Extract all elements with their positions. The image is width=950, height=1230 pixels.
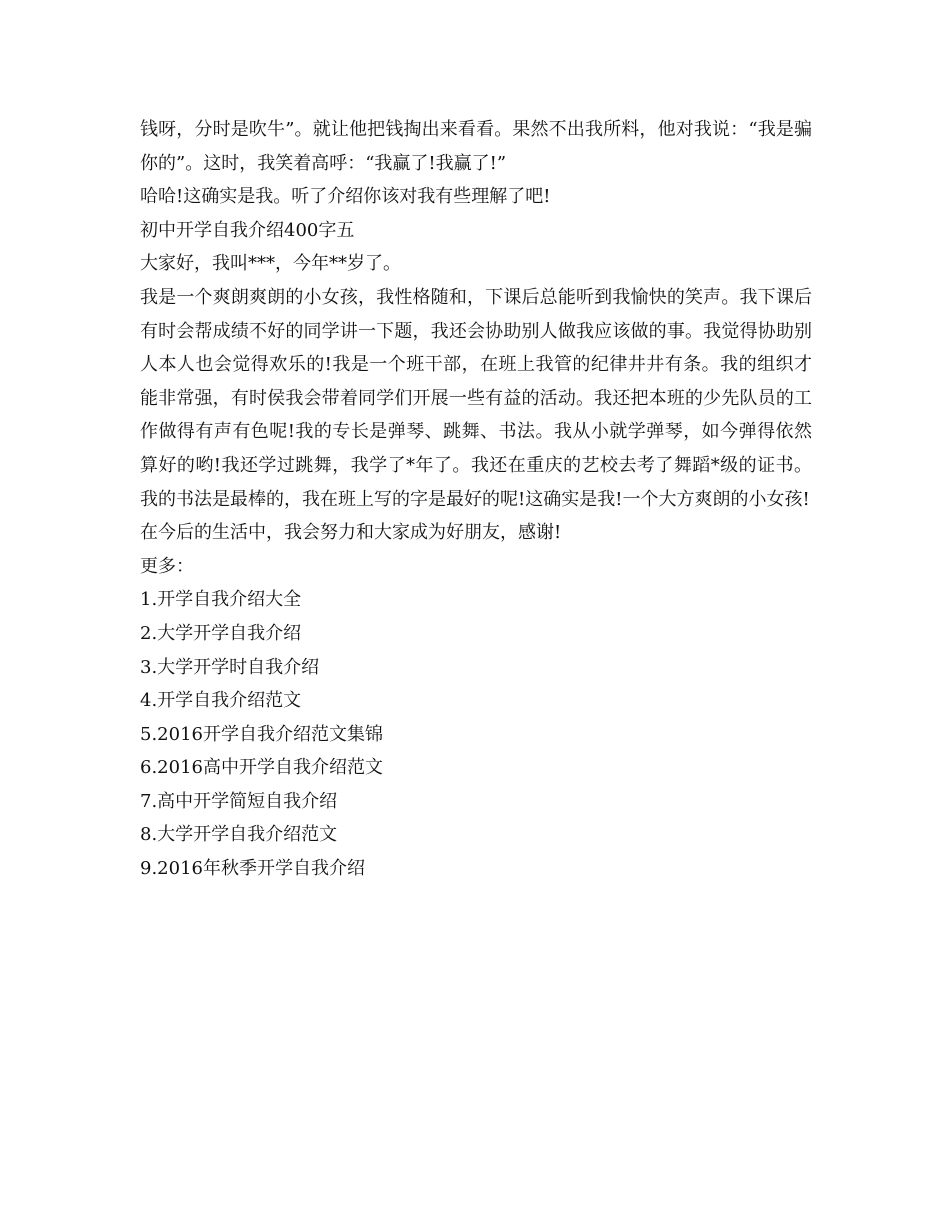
- paragraph-greeting: 大家好，我叫***，今年**岁了。: [140, 253, 401, 275]
- more-link-item[interactable]: 6.2016高中开学自我介绍范文: [140, 757, 383, 779]
- more-link-item[interactable]: 3.大学开学时自我介绍: [140, 656, 320, 678]
- paragraph-continuation: 钱呀，分时是吹牛”。就让他把钱掏出来看看。果然不出我所料，他对我说：“我是骗你的”。这时，我笑着高呼：“我赢了!我赢了!”: [140, 119, 812, 174]
- paragraph-closing: 在今后的生活中，我会努力和大家成为好朋友，感谢!: [140, 522, 562, 544]
- more-label: 更多：: [140, 555, 194, 577]
- paragraph-body: 我是一个爽朗爽朗的小女孩，我性格随和，下课后总能听到我愉快的笑声。我下课后有时会帮成绩不好的同学讲一下题，我还会协助别人做我应该做的事。我觉得协助别人本人也会觉得欢乐的!我是一个班干部，在班上我管的纪律井井有条。我的组织才能非常强，有时侯我会带着同学们开展一些有益的活动。我还把本班的少先队员的工作做得有声有色呢!我的专长是弹琴、跳舞、书法。我从小就学弹琴，如今弹得依然算好的哟!我还学过跳舞，我学了*年了。我还在重庆的艺校去考了舞蹈*级的证书。我的书法是最棒的，我在班上写的字是最好的呢!这确实是我!一个大方爽朗的小女孩!: [140, 286, 812, 510]
- more-link-item[interactable]: 4.开学自我介绍范文: [140, 690, 302, 712]
- more-link-item[interactable]: 5.2016开学自我介绍范文集锦: [140, 723, 383, 745]
- document-body: [140, 113, 812, 886]
- more-link-item[interactable]: 9.2016年秋季开学自我介绍: [140, 858, 365, 880]
- more-link-item[interactable]: 7.高中开学简短自我介绍: [140, 790, 338, 812]
- paragraph-confirm: 哈哈!这确实是我。听了介绍你该对我有些理解了吧!: [140, 186, 551, 208]
- more-link-item[interactable]: 8.大学开学自我介绍范文: [140, 824, 338, 846]
- more-link-item[interactable]: 2.大学开学自我介绍: [140, 622, 302, 644]
- section-title: 初中开学自我介绍400字五: [140, 219, 355, 241]
- more-link-item[interactable]: 1.开学自我介绍大全: [140, 589, 302, 611]
- more-links-list: [140, 583, 812, 885]
